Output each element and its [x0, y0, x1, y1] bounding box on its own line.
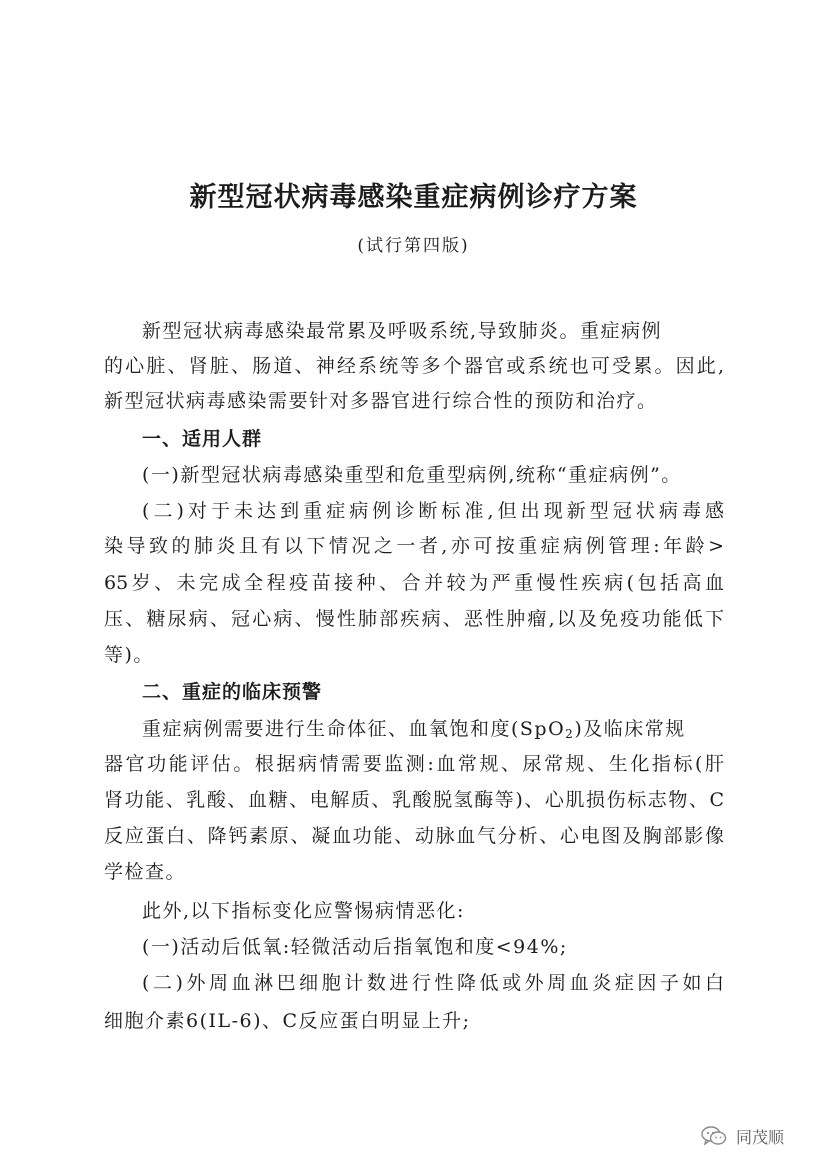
section2-item-2-line-2: 细胞介素6(IL-6)、C反应蛋白明显上升; — [104, 1010, 471, 1032]
section2-item-1: (一)活动后低氧:轻微活动后指氧饱和度<94%; — [142, 936, 568, 958]
section-heading-1: 一、适用人群 — [142, 428, 263, 450]
intro-line-3: 新型冠状病毒感染需要针对多器官进行综合性的预防和治疗。 — [104, 390, 658, 412]
section1-item-1: (一)新型冠状病毒感染重型和危重型病例,统称“重症病例”。 — [142, 464, 682, 486]
spo2-subscript: 2 — [565, 727, 575, 741]
section1-item-2-line-1: (二)对于未达到重症病例诊断标准,但出现新型冠状病毒感 — [142, 500, 724, 522]
section2-para-2: 此外,以下指标变化应警惕病情恶化: — [142, 900, 465, 922]
wechat-icon — [700, 1125, 728, 1147]
watermark-label: 同茂顺 — [736, 1127, 785, 1147]
section2-para-1-line-1 — [142, 712, 724, 751]
section2-item-2-line-1: (二)外周血淋巴细胞计数进行性降低或外周血炎症因子如白 — [142, 972, 724, 994]
intro-line-1: 新型冠状病毒感染最常累及呼吸系统,导致肺炎。重症病例 — [142, 320, 663, 342]
document-subtitle: (试行第四版) — [357, 236, 470, 256]
section2-para-1-text-a: 重症病例需要进行生命体征、血氧饱和度(SpO — [142, 718, 566, 740]
section2-para-1-line-3: 肾功能、乳酸、血糖、电解质、乳酸脱氢酶等)、心肌损伤标志物、C — [104, 789, 724, 811]
section2-para-1-line-2: 器官功能评估。根据病情需要监测:血常规、尿常规、生化指标(肝 — [104, 753, 724, 775]
section2-para-1-text-b: )及临床常规 — [574, 718, 686, 740]
document-title: 新型冠状病毒感染重症病例诊疗方案 — [189, 182, 638, 213]
section-heading-2: 二、重症的临床预警 — [142, 681, 323, 703]
section1-item-2-line-5: 等)。 — [104, 644, 154, 666]
section1-item-2-line-2: 染导致的肺炎且有以下情况之一者,亦可按重症病例管理:年龄> — [104, 535, 724, 557]
intro-line-2: 的心脏、肾脏、肠道、神经系统等多个器官或系统也可受累。因此, — [104, 355, 724, 377]
watermark — [700, 1121, 784, 1151]
section1-item-2-line-4: 压、糖尿病、冠心病、慢性肺部疾病、恶性肿瘤,以及免疫功能低下 — [104, 608, 724, 630]
section1-item-2-line-3: 65岁、未完成全程疫苗接种、合并较为严重慢性疾病(包括高血 — [104, 572, 724, 594]
section2-para-1-line-4: 反应蛋白、降钙素原、凝血功能、动脉血气分析、心电图及胸部影像 — [104, 825, 724, 847]
section2-para-1-line-5: 学检查。 — [104, 861, 187, 883]
